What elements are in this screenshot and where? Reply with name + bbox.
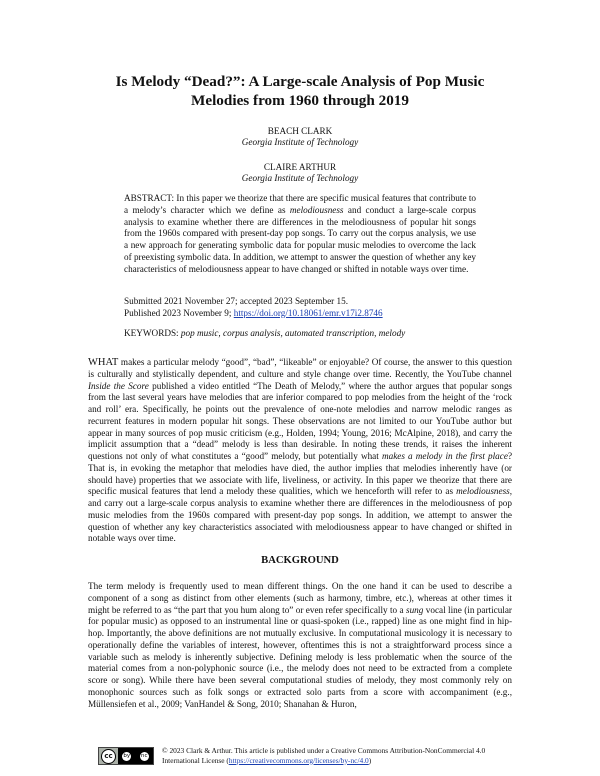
abstract-text-1: In this paper we theorize that there are specific musical features that contribute to a melody’s character which we define as xyxy=(124,193,477,215)
license-statement: © 2023 Clark & Arthur. This article is published under a Creative Commons Attribution-NonCommercial 4.0 International License ( xyxy=(162,746,486,765)
background-emphasis: sung xyxy=(406,604,424,615)
intro-term: melodiousness, xyxy=(456,486,513,497)
abstract-term: melodiousness xyxy=(289,204,344,215)
keywords xyxy=(124,328,476,340)
submitted-line: Submitted 2021 November 27; accepted 2023 September 15. xyxy=(124,296,349,306)
background-text-2: vocal line (in particular for popular music) as opposed to an instrumental line or quasi-spoken (i.e., rapped) line as one might find in hip-hop. Importantly, the above definitions are not mutually exclusive. In computational musicology it is necessary to operationally define the variables of interest, however, oftentimes this is not a straightforward process since a variable such as melody is inherently subjective. Defining melody is less problematic when the source of the material comes from a non-polyphonic source (i.e., the melody does not need to be extracted from a complete score or song). While there have been several computational studies of melody, they most commonly rely on monophonic sources such as folk songs or extracted solo parts from a score with accompaniment (e.g., Müllensiefen et al., 2009; VanHandel & Song, 2010; Shanahan & Huron, xyxy=(88,604,512,709)
intro-text-2: published a video entitled “The Death of Melody,” where the author argues that popular songs from the last several years have melodies that are inferior compared to pop melodies from the height of the ‘rock and roll’ era. Specifically, he points out the prevalence of one-note melodies and narrow melodic ranges as recurrent features in modern popular hit songs. These observations are not limited to our YouTube author but appear in many sources of pop music criticism (e.g., Holden, 1994; Young, 2016; McAlpine, 2018), and carry the implicit assumption that a “dead” melody is less than desirable. In noting these trends, it raises the inherent questions not only of what constitutes a “good” melody, but potentially what xyxy=(88,380,512,461)
license-footer xyxy=(98,745,518,769)
published-date: Published 2023 November 9; xyxy=(124,307,232,318)
background-paragraph xyxy=(88,581,512,710)
doi-link[interactable]: https://doi.org/10.18061/emr.v17i2.8746 xyxy=(233,307,383,318)
intro-lead-word: WHAT xyxy=(88,357,119,368)
abstract-text-2: and conduct a large-scale corpus analysis to examine whether there are differences in the melodiousness of popular hit songs from the 1960s compared with present-day pop songs. To carry out the corpus analysis, we use a new approach for generating symbolic data for popular music melodies to overcome the lack of preexisting symbolic data. In addition, we attempt to answer the question of whether any key characteristics of melodiousness appear to have changed or shifted in notable ways over time. xyxy=(124,204,476,274)
attribution-icon: by xyxy=(123,753,131,759)
published-line xyxy=(124,308,476,320)
author-affiliation: Georgia Institute of Technology xyxy=(241,173,359,183)
cc-attribution-icons xyxy=(118,748,153,764)
intro-channel: Inside the Score xyxy=(88,380,149,391)
license-text xyxy=(162,746,522,765)
title-line-1: Is Melody “Dead?”: A Large-scale Analysis of Pop Music xyxy=(115,73,485,90)
intro-text-1: makes a particular melody “good”, “bad”, “likeable” or enjoyable? Of course, the answer to this question is culturally and stylistically dependent, and culture and style change over time. Recently, the YouTube channel xyxy=(88,357,513,379)
intro-paragraph xyxy=(88,357,512,545)
author-affiliation: Georgia Institute of Technology xyxy=(241,137,359,147)
license-close: ) xyxy=(368,755,372,765)
publication-info xyxy=(124,296,476,320)
intro-text-4: and carry out a large-scale corpus analysis to examine whether there are differences in the melodiousness of pop music melodies from the 1960s compared with present-day pop songs. In addition, we attempt to answer the question of whether any key characteristics associated with melodiousness appear to have changed or shifted in notable ways over time. xyxy=(88,498,512,544)
abstract xyxy=(124,193,476,276)
author-name: BEACH CLARK xyxy=(267,126,333,136)
author-name: CLAIRE ARTHUR xyxy=(263,162,337,172)
cc-icon: cc xyxy=(101,749,116,764)
section-heading-background: BACKGROUND xyxy=(261,555,339,566)
author-block xyxy=(100,126,500,184)
title-line-2: Melodies from 1960 through 2019 xyxy=(191,92,409,109)
keywords-list: pop music, corpus analysis, automated transcription, melody xyxy=(180,328,406,338)
intro-emphasis: makes a melody in the first place xyxy=(381,451,508,461)
abstract-label: ABSTRACT: xyxy=(124,193,175,203)
noncommercial-icon: nc xyxy=(140,753,148,759)
paper-title xyxy=(60,72,540,110)
license-link[interactable]: https://creativecommons.org/licenses/by-nc/4.0 xyxy=(228,755,369,765)
keywords-label: KEYWORDS: xyxy=(124,328,179,338)
background-text-1: The term melody is frequently used to mean different things. On the one hand it can be used to describe a component of a song as distinct from other elements (such as harmony, timbre, etc.), whereas at other times it might be referred to as “the part that you hum along to” or even refer specifically to a xyxy=(88,581,512,615)
intro-text-3: ? That is, in evoking the metaphor that melodies have died, the author implies that melodies inherently have (or should have) properties that we associate with life, liveliness, or activity. In this paper we theorize that there are specific musical features that lend a melody these qualities, which we henceforth will refer to as xyxy=(88,451,513,497)
cc-license-badge[interactable] xyxy=(98,747,154,765)
